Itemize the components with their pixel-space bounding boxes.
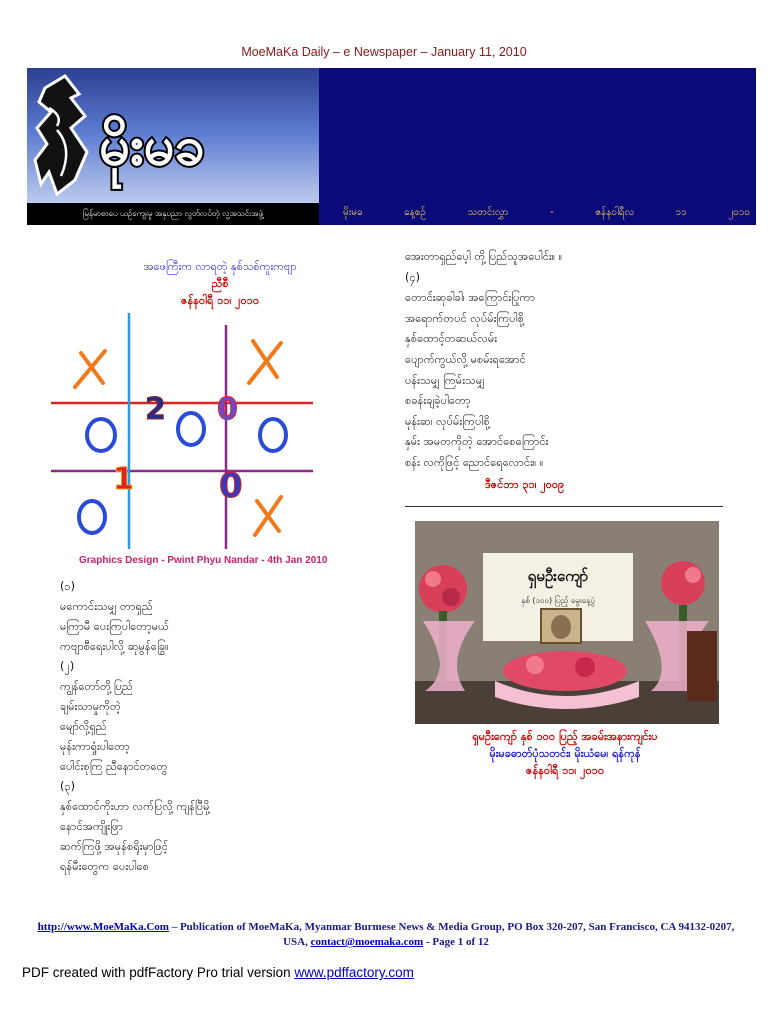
poem-line: ချမ်းသာမှုကိုတဲ့: [60, 700, 121, 713]
site-link[interactable]: http://www.MoeMaKa.Com: [37, 921, 169, 933]
ceremony-photo: [415, 521, 719, 724]
poem-line: ပေါင်းစုကြ ညီနောင်တတွေ: [60, 760, 168, 773]
poem-line: နှစ်ထောင့်တဆယ်လမ်း: [405, 332, 498, 346]
poem-line: ပျောက်ကွယ်လို့ မစမ်းရအောင်: [405, 352, 526, 366]
graphic-digit: 1: [113, 462, 134, 497]
poem-author: ညီစီ: [211, 277, 229, 290]
poem-title: အဖေကြီးက လာရတဲ့ နှစ်သစ်ကူးကဗျာ: [143, 260, 297, 273]
graphic-digit: 0: [217, 392, 238, 427]
tic-tac-toe-graphic: [51, 313, 369, 571]
graphic-credit: Graphics Design - Pwint Phyu Nandar - 4th Jan 2010: [79, 555, 328, 566]
poem-line: မကောင်းသမျှ တာရှည်: [60, 600, 153, 613]
newspaper-dateline: MoeMaKa Daily – e Newspaper – January 11, 2010: [241, 45, 527, 59]
info-item: မိုးမခ: [343, 206, 363, 218]
graphic-digit: 0: [219, 466, 243, 506]
poem-line: မုန်းကာရှုံးပါတော့: [60, 740, 130, 753]
footer: [28, 920, 744, 950]
poem-date: ဇန်နဝါရီ ၁၁၊ ၂၀၁၀: [180, 294, 260, 307]
caption-line-1: ရှမဦးကျော် နှစ် ၁၀၀ ပြည့် အခမ်းအနားကျင်းပ: [472, 729, 658, 743]
masthead-info-bar: [319, 201, 756, 223]
logo-tagline: မြန်မာစာပေ ယဉ်ကျေးမှု အနုပညာ လွတ်လပ်တဲ့ လူ့အသင်းအဖွဲ့: [27, 203, 319, 225]
poem-line: ပန်းသမျှ ကြမ်းသမျှ: [405, 373, 485, 387]
poem-line: မကြာမီ ပေးကြပါတော့မယ်: [60, 620, 170, 633]
column-divider: [405, 506, 723, 507]
pdffactory-link[interactable]: www.pdffactory.com: [294, 965, 414, 980]
info-item: နေ့စဉ်: [404, 206, 426, 218]
poem-line: (၄): [405, 270, 421, 284]
email-link[interactable]: contact@moemaka.com: [310, 936, 424, 948]
pdf-note-text: PDF created with pdfFactory Pro trial version: [22, 965, 295, 980]
info-item: ဇန်နဝါရီလ: [595, 206, 634, 218]
poem-line: တောင်းဆုခါခါ၊ အကြောင်းပြုကာ: [405, 291, 536, 305]
info-item: ၂၀၁၀: [728, 206, 750, 218]
poem-line: ကဗျာစီရေးပါလို့ ဆုမွန်ခြွေ။: [60, 640, 169, 653]
caption-line-3: ဇန်နဝါရီ ၁၁၊ ၂၀၁၀: [525, 763, 605, 777]
poem-line: အေးတာရှည်ပေ့ါ တို့ပြည်သူအပေါင်း။ ။: [405, 250, 563, 263]
photo-caption: [405, 728, 725, 779]
poem-lines-right: [405, 247, 725, 474]
poem-signature-date: ဒီဇင်ဘာ ၃၁၊ ၂၀၀၉: [485, 477, 565, 491]
info-item: -: [549, 206, 554, 218]
poem-line: (၂): [60, 660, 75, 673]
poem-line: စန်း လကိုဖြင့် ညောင်ရေလောင်း။ ။: [405, 455, 544, 469]
poem-line: ကျွန်တော်တို့ပြည်: [60, 680, 133, 693]
poem-line: (၁): [60, 580, 76, 593]
pdf-watermark: [22, 965, 414, 980]
info-item: သတင်းလွှာ: [467, 206, 509, 218]
poem-line: မျော်လို့ရှည်: [60, 720, 107, 733]
graphic-digit: 2: [145, 392, 166, 427]
poem-line: စခန်းချခဲ့ပါတော့: [405, 394, 471, 408]
caption-line-2: မိုးမခဓာတ်ပုံသတင်း၊ မိုးယံမေ၊ ရန်ကုန်: [489, 746, 641, 760]
poem-line: ဆက်ကြဖို့ အမုန်စရိုးမှာဖြင့်: [60, 840, 169, 853]
poem-line: (၃): [60, 780, 76, 793]
logo-panel: [27, 68, 319, 225]
poem-line: နောင်အကျိုးဖြာ: [60, 820, 123, 833]
right-column: [405, 241, 725, 779]
poem-line: နှစ်ထောင်ကိုးဟာ လက်ပြလို့ ကျန်ပြီမို့: [60, 800, 210, 813]
publication-text: – Publication of MoeMaKa, Myanmar Burmese News & Media Group, PO Box 320-207, San Francisco, CA 94132-0207, USA,: [168, 921, 735, 948]
banner-title: ရှမဦးကျော်: [527, 566, 589, 585]
info-item: ၁၁: [675, 206, 687, 218]
moemaka-logo: [27, 68, 319, 203]
poem-line: နှမ်း အမတကိုတဲ့ အောင်စေကြောင်း: [405, 435, 549, 449]
banner-subtitle: နှစ် (၁၀၀) ပြည့် မွေးနေ့ပွဲ: [521, 595, 595, 605]
page-number: - Page 1 of 12: [423, 936, 489, 948]
poem-line: ရန်မီးတွေက ပေးပါစေ: [60, 860, 149, 873]
left-column: [60, 258, 380, 877]
poem-line: မုန်းဆ၊ လုပ်မ်းကြပါစို့: [405, 414, 490, 428]
poem-lines-left: [60, 577, 380, 877]
logo-text: မိုးမခ: [99, 114, 205, 177]
poem-line: အရောက်တပင် လုပ်မ်းကြပါစို့: [405, 311, 524, 325]
masthead: [27, 68, 756, 225]
